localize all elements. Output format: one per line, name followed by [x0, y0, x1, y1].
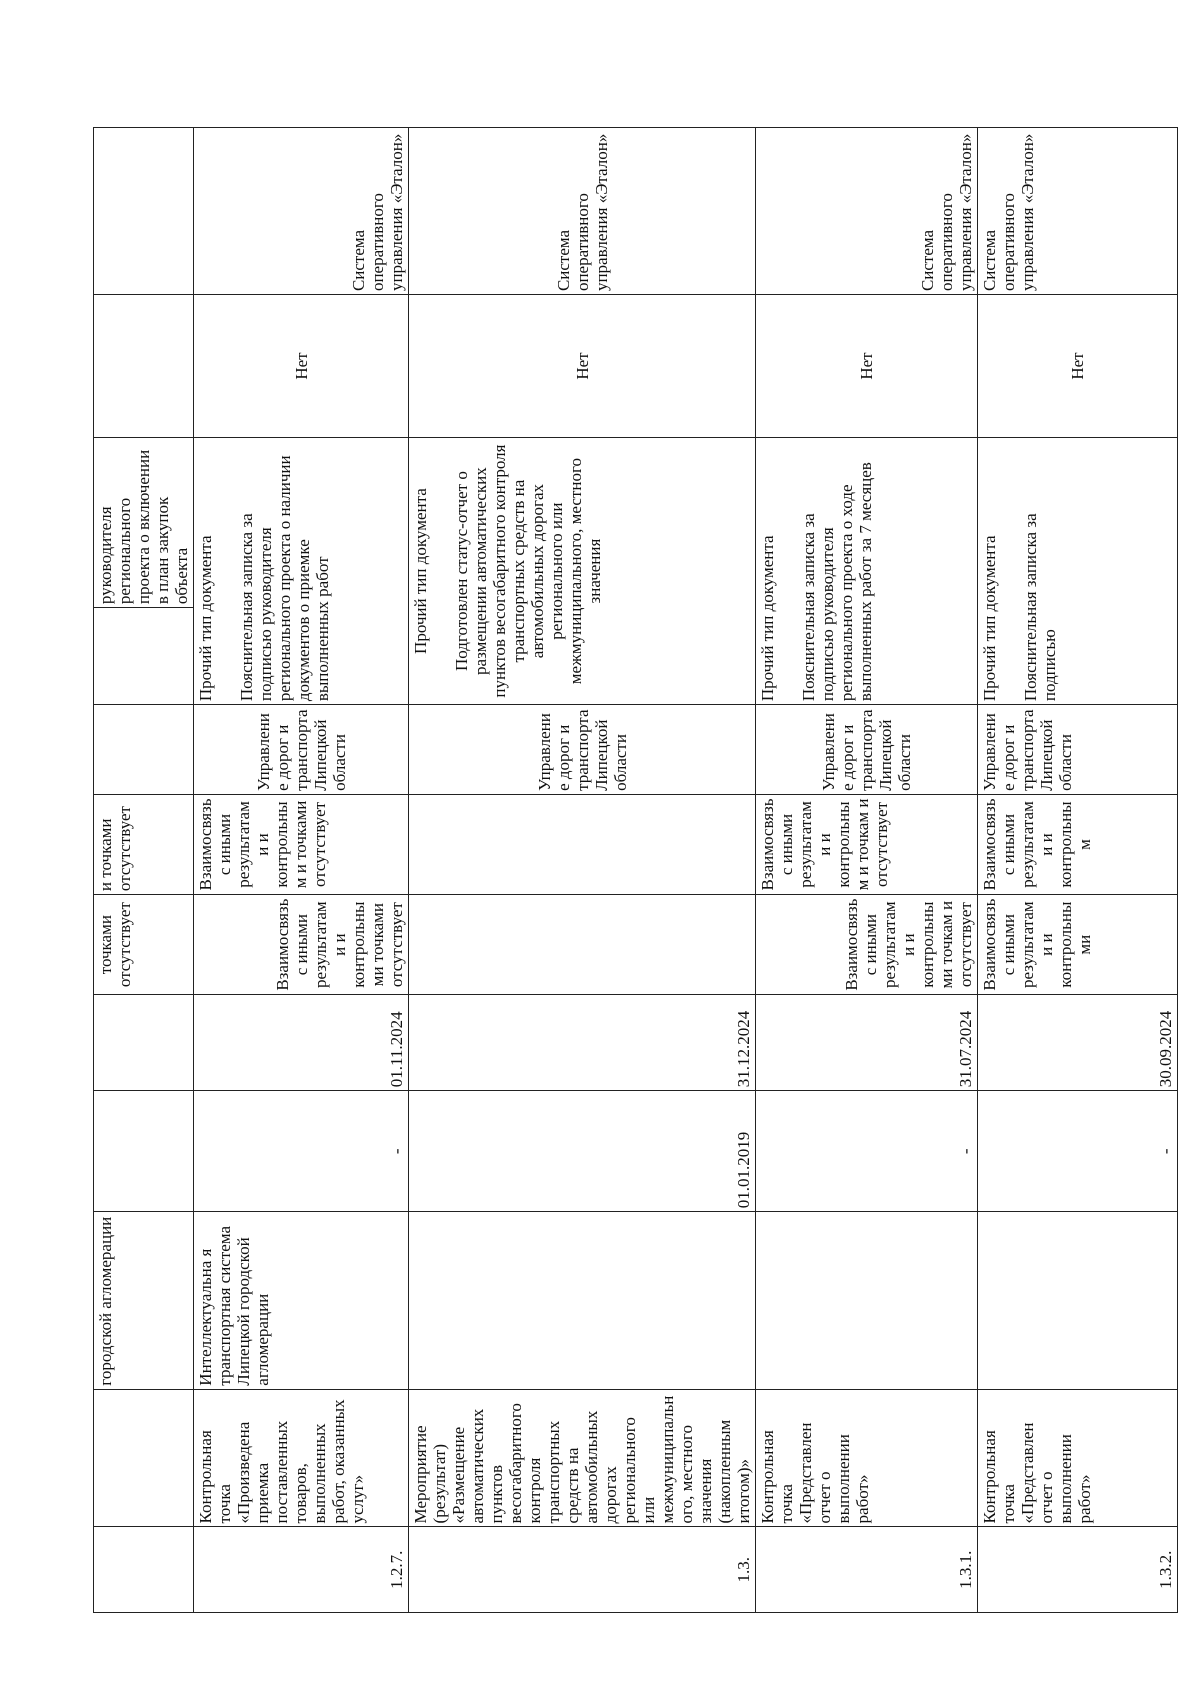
- row-number: 1.2.7.: [194, 1527, 409, 1613]
- row-project: [409, 1212, 756, 1389]
- row-responsible: [94, 705, 194, 795]
- plan-table: [93, 127, 1178, 1613]
- row-start-date: -: [756, 1091, 978, 1212]
- row-name: Контрольная точка «Представлен отчет о выполнении работ»: [978, 1389, 1178, 1527]
- row-next-link: Взаимосвязь с иными результатами и контрольным: [978, 794, 1178, 894]
- row-end-date: 30.09.2024: [978, 995, 1178, 1091]
- row-start-date: -: [194, 1091, 409, 1212]
- row-prev-link: точками отсутствует: [94, 895, 194, 995]
- row-info-system: Система оперативного управления «Эталон»: [978, 128, 1178, 295]
- row-gis-required: Нет: [194, 295, 409, 438]
- doc-type-label: Прочий тип документа: [980, 535, 999, 702]
- doc-type-label: Прочий тип документа: [758, 535, 777, 702]
- row-responsible: Управление дорог и транспорта Липецкой области: [409, 705, 756, 795]
- row-number: 1.3.: [409, 1527, 756, 1613]
- row-project: городской агломерации: [94, 1212, 194, 1389]
- row-name: [94, 1389, 194, 1527]
- row-prev-link: [409, 895, 756, 995]
- row-gis-required: Нет: [409, 295, 756, 438]
- row-gis-required: Нет: [978, 295, 1178, 438]
- row-responsible: Управление дорог и транспорта Липецкой области: [756, 705, 978, 795]
- row-doc-type-desc: [194, 438, 409, 705]
- table-row: [194, 128, 409, 1613]
- row-next-link: Взаимосвязь с иными результатами и контрольным и точкам и отсутствует: [756, 794, 978, 894]
- row-prev-link: Взаимосвязь с иными результатами и контрольными точками отсутствует: [194, 895, 409, 995]
- table-row: [94, 128, 194, 1613]
- row-start-date: [94, 1091, 194, 1212]
- row-info-system: [94, 128, 194, 295]
- doc-desc-text: Пояснительная записка за подписью руководителя регионального проекта о наличии документов о приемке выполненных работ: [237, 455, 332, 702]
- row-end-date: 01.11.2024: [194, 995, 409, 1091]
- row-name: Мероприятие (результат) «Размещение автоматических пунктов весогабаритного контроля транспортных средств на автомобильных дорогах регионального или межмуниципального, местного значения (накопленным итогом)»: [409, 1389, 756, 1527]
- row-gis-required: [94, 295, 194, 438]
- row-doc-type: [94, 608, 194, 705]
- row-start-date: 01.01.2019: [409, 1091, 756, 1212]
- row-info-system: Система оперативного управления «Эталон»: [409, 128, 756, 295]
- row-doc-type-desc: [978, 438, 1178, 705]
- row-number: [94, 1527, 194, 1613]
- row-responsible: Управление дорог и транспорта Липецкой области: [194, 705, 409, 795]
- row-prev-link: Взаимосвязь с иными результатами и контрольными: [978, 895, 1178, 995]
- row-doc-type-desc: [756, 438, 978, 705]
- row-gis-required: Нет: [756, 295, 978, 438]
- row-doc-desc: руководителя регионального проекта о включении в план закупок объекта: [94, 438, 194, 608]
- row-project: [978, 1212, 1178, 1389]
- row-number: 1.3.2.: [978, 1527, 1178, 1613]
- table-row: [409, 128, 756, 1613]
- row-prev-link: Взаимосвязь с иными результатами и контрольными точкам и отсутствует: [756, 895, 978, 995]
- table-row: [978, 128, 1178, 1613]
- row-next-link: Взаимосвязь с иными результатами и контрольным и точками отсутствует: [194, 794, 409, 894]
- row-name: Контрольная точка «Произведена приемка поставленных товаров, выполненных работ, оказанных услуг»: [194, 1389, 409, 1527]
- row-project: Интеллектуальна я транспортная система Липецкой городской агломерации: [194, 1212, 409, 1389]
- doc-desc-text: Пояснительная записка за подписью: [1021, 513, 1059, 702]
- row-next-link: [409, 794, 756, 894]
- doc-type-label: Прочий тип документа: [411, 488, 430, 654]
- row-info-system: Система оперативного управления «Эталон»: [194, 128, 409, 295]
- doc-desc-text: Подготовлен статус-отчет о размещении автоматических пунктов весогабаритного контроля транспортных средств на автомобильных дорогах регионального или межмуниципального, местного значения: [452, 444, 604, 698]
- row-name: Контрольная точка «Представлен отчет о выполнении работ»: [756, 1389, 978, 1527]
- row-next-link: и точками отсутствует: [94, 794, 194, 894]
- row-end-date: 31.07.2024: [756, 995, 978, 1091]
- row-info-system: Система оперативного управления «Эталон»: [756, 128, 978, 295]
- row-start-date: -: [978, 1091, 1178, 1212]
- row-end-date: [94, 995, 194, 1091]
- doc-desc-text: Пояснительная записка за подписью руководителя регионального проекта о ходе выполненных работ за 7 месяцев: [799, 462, 875, 702]
- row-number: 1.3.1.: [756, 1527, 978, 1613]
- row-project: [756, 1212, 978, 1389]
- doc-type-label: Прочий тип документа: [196, 535, 215, 702]
- row-end-date: 31.12.2024: [409, 995, 756, 1091]
- row-responsible: Управление дорог и транспорта Липецкой области: [978, 705, 1178, 795]
- document-page: [93, 127, 1175, 1613]
- table-row: [756, 128, 978, 1613]
- row-doc-type-desc: [409, 438, 756, 705]
